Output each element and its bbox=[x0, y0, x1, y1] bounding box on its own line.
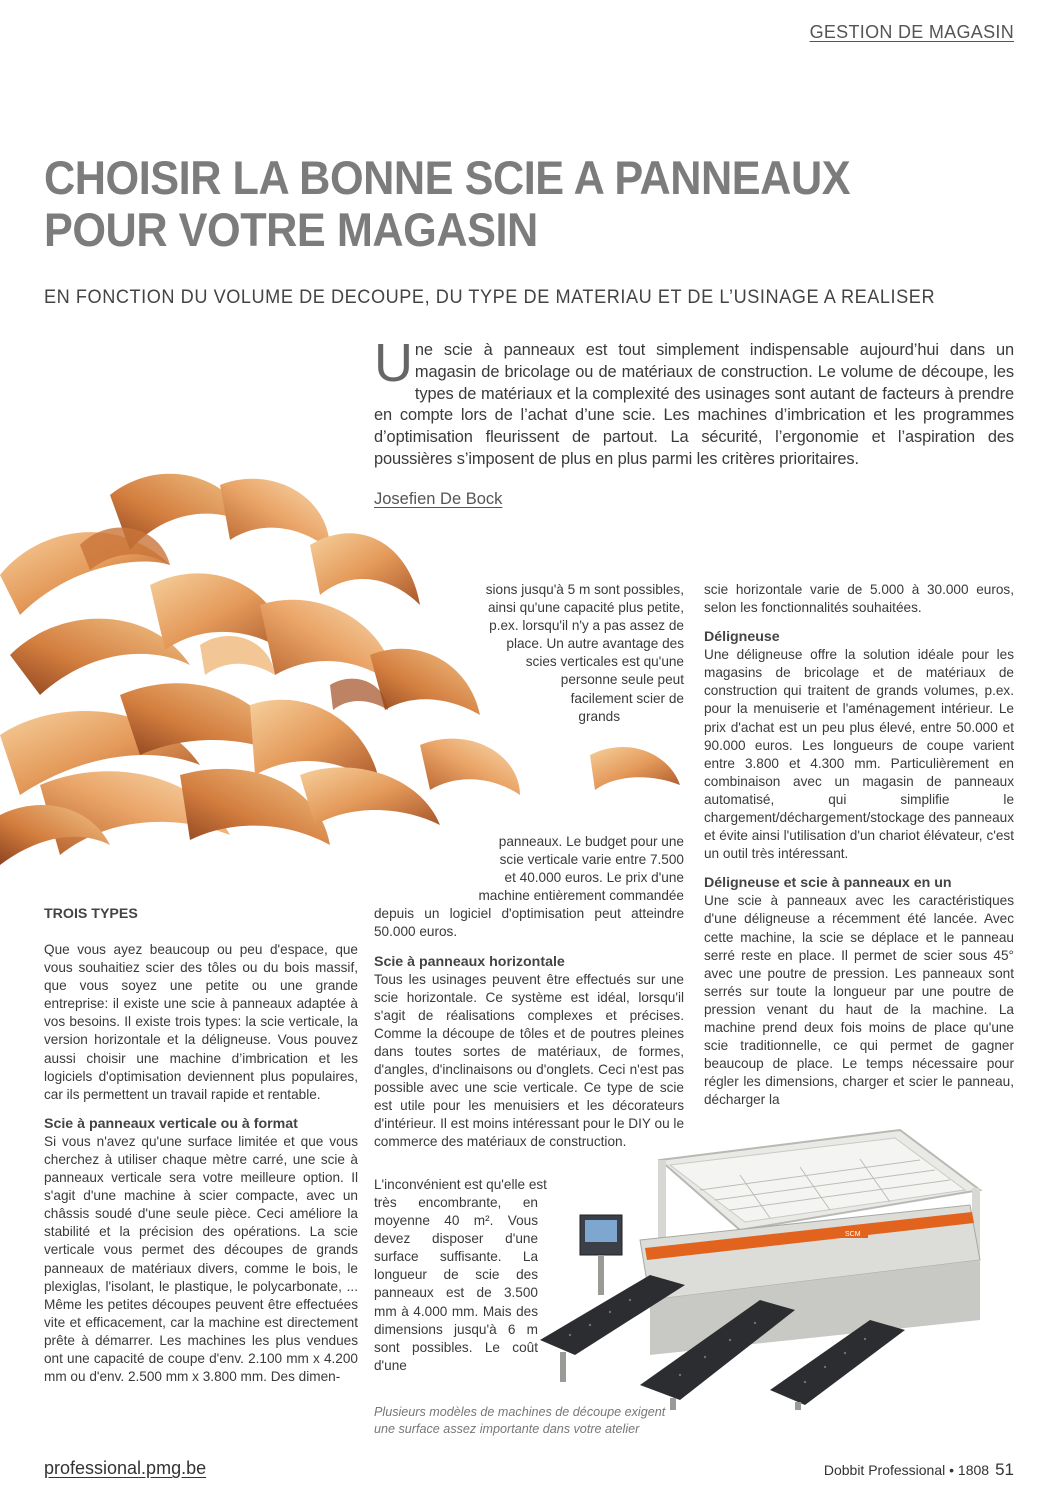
heading-scie-horizontale: Scie à panneaux horizontale bbox=[374, 953, 565, 970]
figure-caption: Plusieurs modèles de machines de découpe exigent une surface assez importante dans votre atelier bbox=[374, 1405, 666, 1436]
paragraph-budget-end: depuis un logiciel d'optimisation peut atteindre 50.000 euros. bbox=[374, 906, 684, 940]
paragraph-trois-types: Que vous ayez beaucoup ou peu d'espace, que vous souhaitiez scier des tôles ou du bois massif, que vous soyez une petite ou une grande entreprise: il existe une scie à panneaux adaptée à vos besoins. Il existe trois types: la scie verticale, la version horizontale et la déligneuse. Vous pouvez aussi choisir une machine d’imbrication et les logiciels d'optimisation deviennent plus populaires, car ils permettent un travail rapide et rentable. bbox=[44, 942, 358, 1102]
column-middle bbox=[374, 833, 684, 1152]
paragraph-scie-horizontale: Tous les usinages peuvent être effectués sur une scie horizontale. Ce système est idéal, lorsqu'il s'agit de réalisations complexes et précises. Comme la découpe de tôles et de poutres pleines dans toutes sortes de matériaux, de formes, d'angles, d'inclinaisons ou d'onglets. Ceci n'est pas possible avec une scie verticale. Ce type de scie est utile pour les menuisiers et les décorateurs d'intérieur. Il est moins intéressant pour le DIY ou le commerce des matériaux de construction. bbox=[374, 971, 684, 1150]
control-panel bbox=[580, 1215, 622, 1295]
column-middle-bottom-narrow bbox=[374, 1194, 538, 1375]
panel-saw-machine-image bbox=[540, 1120, 1020, 1410]
paragraph-scie-verticale: Si vous n'avez qu'une surface limitée et que vous cherchez à utiliser chaque mètre carré, une scie à panneaux verticale sera votre meilleure option. Il s'agit d'une machine à scier compacte, avec un châssis soudé d'une seule pièce. Ceci améliore la stabilité et la précision des opérations. La scie verticale vous permet des découpes de grands panneaux de matériaux divers, comme le bois, le plexiglas, l'isolant, le plastique, le polycarbonate, ... Même les petites découpes peuvent être effectuées vite et efficacement, car la machine est directement prête à démarrer. Les machines les plus vendues ont une capacité de coupe d'env. 2.100 mm x 4.200 mm ou d'env. 2.500 mm x 3.800 mm. Des dimen- bbox=[44, 1133, 358, 1385]
machine-label: SCM bbox=[845, 1231, 861, 1238]
intro-dropcap: U bbox=[374, 333, 413, 393]
article-subtitle: EN FONCTION DU VOLUME DE DECOUPE, DU TYPE DE MATERIAU ET DE L’USINAGE A REALISER bbox=[44, 286, 936, 308]
text-line: ainsi qu'une capacité plus petite, bbox=[487, 600, 684, 616]
text-line: machine entièrement commandée bbox=[478, 888, 684, 904]
text-line: L'inconvénient est qu'elle est bbox=[374, 1177, 547, 1192]
text-line: scies verticales est qu'une bbox=[525, 654, 684, 670]
intro-text: ne scie à panneaux est tout simplement indispensable aujourd’hui dans un magasin de bricolage ou de matériaux de construction. Le volume de découpe, les types de matériaux et la complexité des usinages sont autant de facteurs à prendre en compte lors de l’achat d’une scie. Les machines d’imbrication et les programmes d’optimisation fleurissent de partout. La sécurité, l’ergonomie et l’aspiration des poussières s’imposent de plus en plus parmi les critères prioritaires. bbox=[374, 341, 1014, 468]
heading-deligneuse-scie: Déligneuse et scie à panneaux en un bbox=[704, 875, 952, 892]
text-line: sions jusqu'à 5 m sont possibles, bbox=[485, 582, 684, 597]
text-line: facilement scier de bbox=[570, 690, 684, 706]
machine-frame bbox=[640, 1130, 980, 1355]
text-line: panneaux. Le budget pour une bbox=[498, 834, 684, 849]
text-line: place. Un autre avantage des bbox=[506, 636, 684, 652]
text-line: personne seule peut bbox=[560, 672, 684, 688]
column-left bbox=[44, 905, 358, 1386]
heading-scie-verticale: Scie à panneaux verticale ou à format bbox=[44, 1115, 298, 1132]
text-line: p.ex. lorsqu'il n'y a pas assez de bbox=[489, 618, 684, 634]
paragraph-inconvenient: très encombrante, en moyenne 40 m². Vous devez disposer d'une surface suffisante. La longueur de scie des panneaux est de 3.500 mm à 4.000 mm. Mais des dimensions jusqu'à 6 m sont possibles. Le coût d'une bbox=[374, 1195, 538, 1373]
section-tag: GESTION DE MAGASIN bbox=[809, 22, 1014, 42]
paragraph-deligneuse-scie: Une scie à panneaux avec les caractéristiques d'une déligneuse a récemment été lancée. Avec cette machine, la scie se déplace et le panneau serré reste en place. Il permet de scier sous 45° avec une poutre de pression. Les panneaux sont serrés sur toute la longueur par une poutre de pression venant du haut de la machine. La machine prend deux fois moins de place qu'une scie traditionnelle, ce qui permet de gagner beaucoup de place. Le temps nécessaire pour régler les dimensions, charger et scier le panneau, décharger la bbox=[704, 893, 1014, 1108]
intro-paragraph bbox=[374, 333, 1014, 471]
page-number: 51 bbox=[995, 1460, 1014, 1479]
text-line: scie verticale varie entre 7.500 bbox=[499, 852, 684, 868]
column-right bbox=[704, 581, 1014, 1109]
paragraph-cout-horizontale: scie horizontale varie de 5.000 à 30.000 euros, selon les fonctionnalités souhaitées. bbox=[704, 582, 1014, 616]
paragraph-deligneuse: Une déligneuse offre la solution idéale pour les magasins de bricolage et de matériaux de construction qui traitent de grands volumes, p.ex. pour la menuiserie et l'aménagement intérieur. Le prix d'achat est un peu plus élevé, entre 50.000 et 90.000 euros. Les longueurs de coupe varient entre 3.800 et 4.300 mm. Particulièrement en combinaison avec un magasin de panneaux automatisé, qui simplifie le chargement/déchargement/stockage des panneaux et évite ainsi l'utilisation d'un chariot élévateur, c'est un outil très intéressant. bbox=[704, 647, 1014, 862]
text-line: grands bbox=[578, 708, 620, 724]
article-title: CHOISIR LA BONNE SCIE A PANNEAUX POUR VOTRE MAGASIN bbox=[44, 151, 851, 256]
footer-magazine-info bbox=[824, 1460, 1014, 1480]
author-byline: Josefien De Bock bbox=[374, 490, 503, 508]
text-line: et 40.000 euros. Le prix d'une bbox=[504, 870, 684, 886]
magazine-issue: Dobbit Professional • 1808 bbox=[823, 1462, 990, 1478]
heading-deligneuse: Déligneuse bbox=[704, 629, 780, 646]
column-middle-top bbox=[440, 581, 684, 726]
footer-website-link[interactable]: professional.pmg.be bbox=[44, 1458, 207, 1478]
heading-trois-types: TROIS TYPES bbox=[44, 906, 138, 922]
